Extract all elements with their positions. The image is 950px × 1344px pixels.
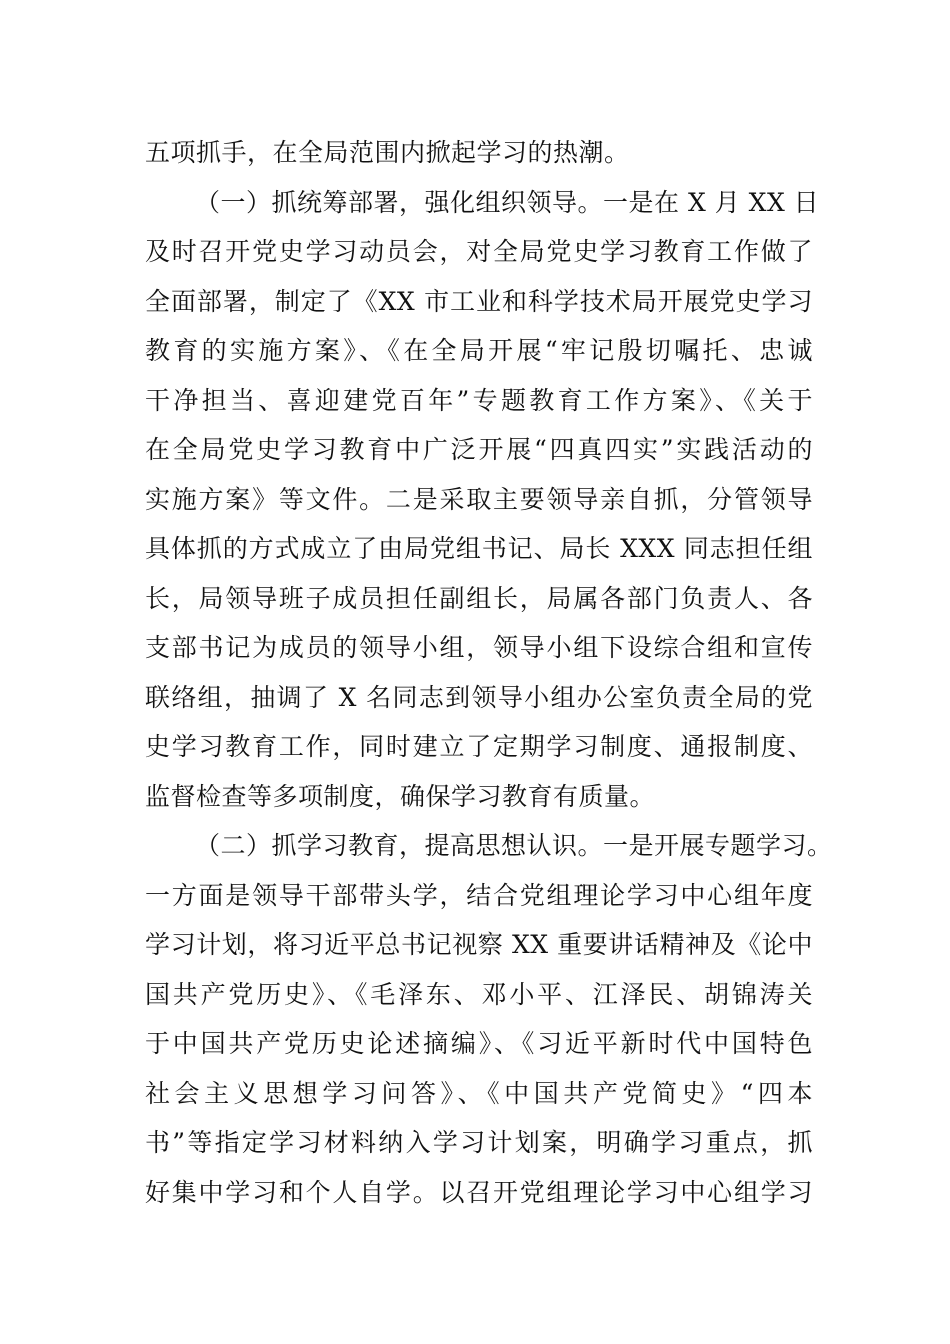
text-line: 及时召开党史学习动员会，对全局党史学习教育工作做了 — [145, 237, 813, 266]
text-line: 具体抓的方式成立了由局党组书记、局长 XXX 同志担任组 — [145, 534, 813, 563]
text-line: 联络组，抽调了 X 名同志到领导小组办公室负责全局的党 — [145, 682, 813, 712]
text-line: 在全局党史学习教育中广泛开展“四真四实”实践活动的 — [145, 435, 813, 464]
document-body — [145, 128, 833, 1217]
text-line: 教育的实施方案》、《在全局开展“牢记殷切嘱托、忠诚 — [145, 336, 813, 365]
text-line: 好集中学习和个人自学。以召开党组理论学习中心组学习 — [145, 1177, 813, 1207]
text-line: 支部书记为成员的领导小组，领导小组下设综合组和宣传 — [145, 633, 813, 662]
text-line: 长，局领导班子成员担任副组长，局属各部门负责人、各 — [145, 583, 813, 613]
text-line: 书”等指定学习材料纳入学习计划案，明确学习重点，抓 — [145, 1128, 813, 1157]
text-line: 监督检查等多项制度，确保学习教育有质量。 — [145, 781, 656, 811]
text-line: 一方面是领导干部带头学，结合党组理论学习中心组年度 — [145, 880, 813, 910]
text-line: 五项抓手，在全局范围内掀起学习的热潮。 — [145, 138, 630, 167]
text-line: 实施方案》等文件。二是采取主要领导亲自抓，分管领导 — [145, 484, 813, 514]
text-line: 国共产党历史》、《毛泽东、邓小平、江泽民、胡锦涛关 — [145, 979, 813, 1009]
text-line: 全面部署，制定了《XX 市工业和科学技术局开展党史学习 — [145, 286, 813, 316]
text-line: 社会主义思想学习问答》、《中国共产党简史》“四本 — [145, 1078, 813, 1108]
text-line: 史学习教育工作，同时建立了定期学习制度、通报制度、 — [145, 732, 813, 761]
text-line: （二）抓学习教育，提高思想认识。一是开展专题学习。 — [195, 831, 833, 860]
text-line: 干净担当、喜迎建党百年”专题教育工作方案》、《关于 — [145, 385, 813, 415]
text-line: （一）抓统筹部署，强化组织领导。一是在 X 月 XX 日 — [195, 187, 820, 217]
text-line: 学习计划，将习近平总书记视察 XX 重要讲话精神及《论中 — [145, 930, 813, 959]
text-line: 于中国共产党历史论述摘编》、《习近平新时代中国特色 — [145, 1029, 813, 1058]
